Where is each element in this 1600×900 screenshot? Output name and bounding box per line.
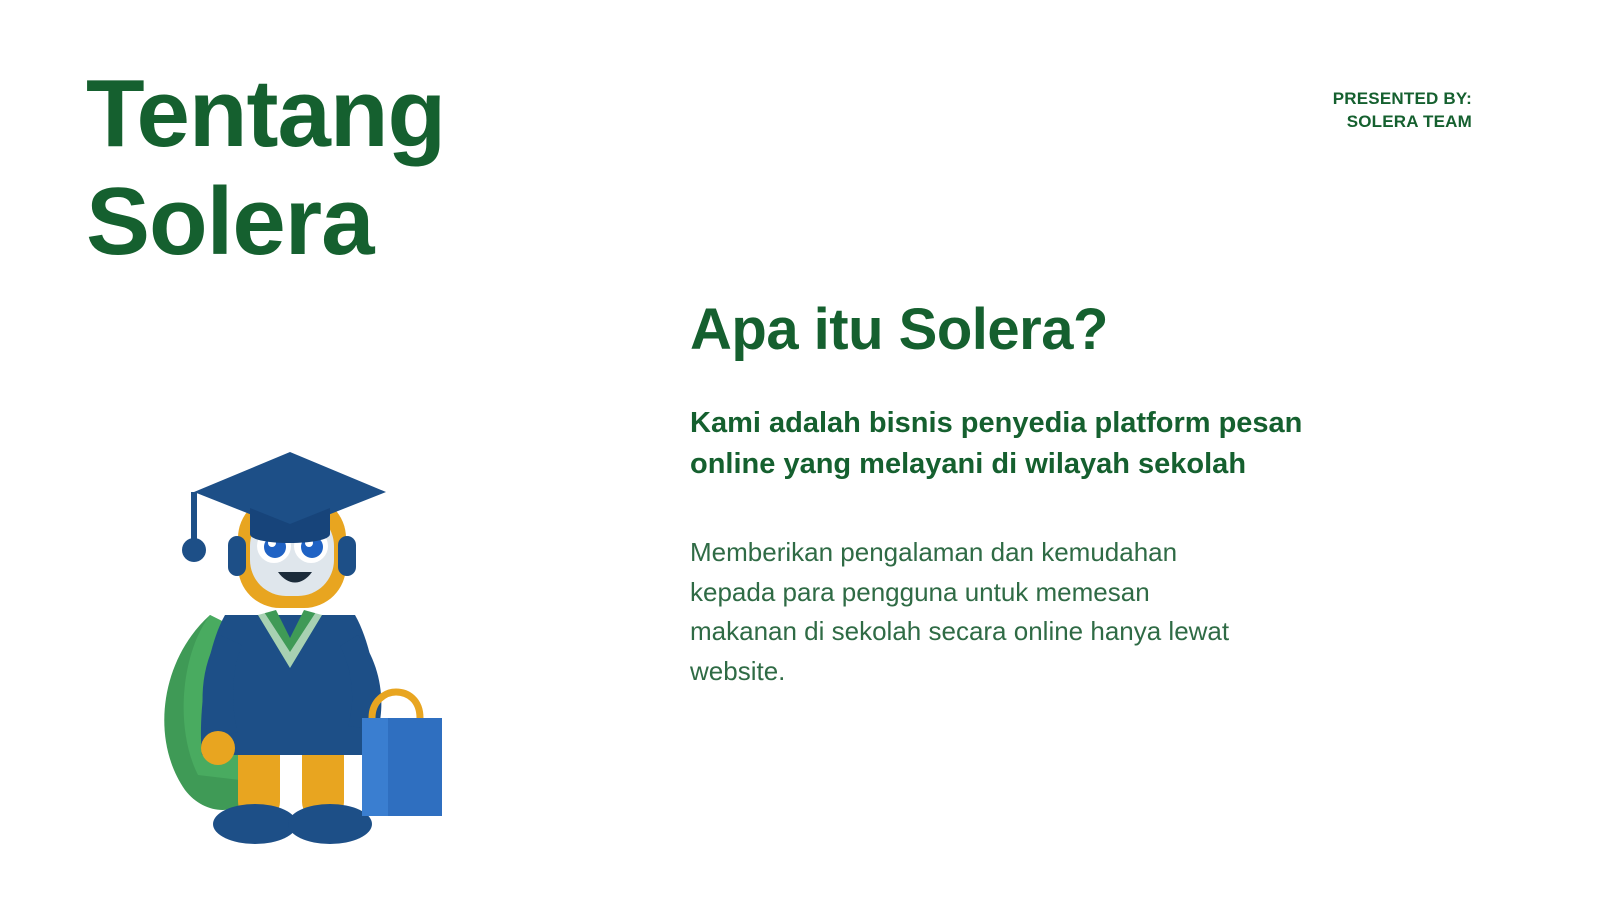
graduate-robot-mascot-icon — [90, 400, 490, 850]
page-title-line-1: Tentang — [86, 60, 446, 167]
presented-by-team: SOLERA TEAM — [1346, 111, 1472, 131]
presented-by-block — [1333, 88, 1472, 134]
content-block — [690, 297, 1330, 691]
page-title — [86, 60, 646, 275]
content-body-paragraph: Memberikan pengalaman dan kemudahan kepada para pengguna untuk memesan makanan di sekolah secara online hanya lewat website. — [690, 537, 1230, 686]
content-heading: Apa itu Solera? — [690, 297, 1108, 362]
presented-by-label: PRESENTED BY: — [1332, 89, 1472, 108]
content-lead-paragraph: Kami adalah bisnis penyedia platform pesan online yang melayani di wilayah sekolah — [690, 406, 1303, 481]
page-title-line-2: Solera — [86, 167, 374, 275]
